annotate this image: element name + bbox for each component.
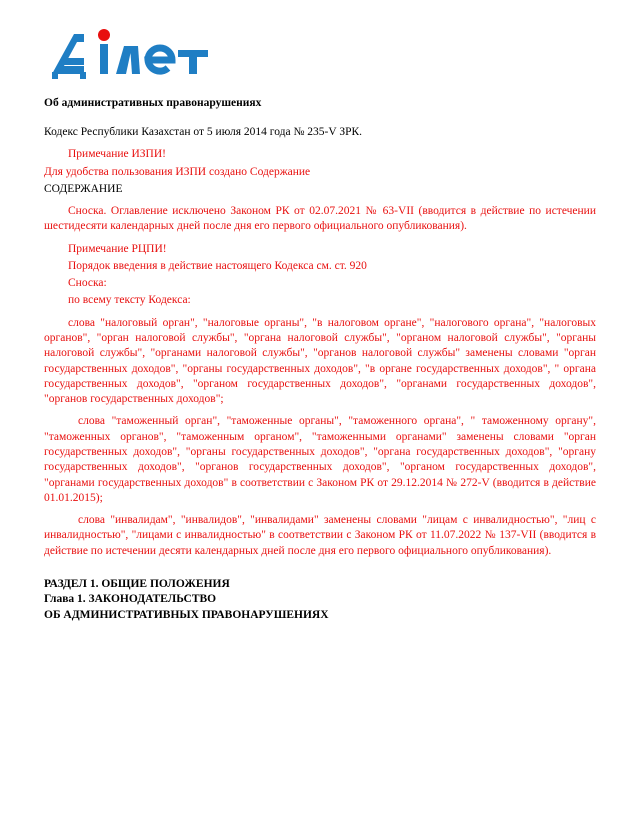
paragraph-footnote-contents-excluded: Сноска. Оглавление исключено Законом РК от 02.07.2021 № 63-VII (вводится в действие по истечении шестидесяти календарных дней после дня его первого официального опубликования). [44,205,596,233]
section-heading-glava-1: Глава 1. ЗАКОНОДАТЕЛЬСТВО [44,593,217,606]
adilet-logo[interactable] [44,28,596,82]
paragraph-note-rcpi: Примечание РЦПИ! [68,242,167,255]
paragraph-contents-heading: СОДЕРЖАНИЕ [44,182,123,195]
paragraph-enactment-order: Порядок введения в действие настоящего Кодекса см. ст. 920 [68,259,367,272]
paragraph-izpi-convenience: Для удобства пользования ИЗПИ создано Содержание [44,165,311,178]
section-heading-razdel-1: РАЗДЕЛ 1. ОБЩИЕ ПОЛОЖЕНИЯ [44,577,230,590]
paragraph-footnote-label: Сноска: [68,277,107,290]
adilet-logo-graphic [44,28,224,82]
paragraph-disability-terms-replacement: слова "инвалидам", "инвалидов", "инвалидами" заменены словами "лицам с инвалидностью", "лиц с инвалидностью", "лицами с инвалидностью" в соответствии с Законом РК от 11.07.2022 № 137-VII (вводится в действие по истечении десяти календарных дней после дня его первого официального опубликования). [44,514,596,557]
section-headings [44,577,596,624]
section-heading-administrative-offences: ОБ АДМИНИСТРАТИВНЫХ ПРАВОНАРУШЕНИЯХ [44,609,329,621]
paragraph-throughout-text: по всему тексту Кодекса: [68,294,191,307]
page-title: Об административных правонарушениях [44,97,262,109]
paragraph-note-izpi: Примечание ИЗПИ! [68,148,166,161]
paragraph-code-ref: Кодекс Республики Казахстан от 5 июля 2014 года № 235-V ЗРК. [44,125,363,138]
paragraph-tax-terms-replacement: слова "налоговый орган", "налоговые органы", "в налоговом органе", "налогового органа", "налоговых органов", "орган налоговой службы", "органа налоговой службы", "органом налоговой службы", "органы налоговой службы", "органами налоговой службы", "органов налоговой службы" заменены словами "орган государственных доходов", "органы государственных доходов", "в органе государственных доходов", " органа государственных доходов", "органом государственных доходов", "органами государственных доходов", "органов государственных доходов"; [44,316,596,406]
paragraph-customs-terms-replacement: слова "таможенный орган", "таможенные органы", "таможенного органа", " таможенному органу", "таможенных органов", "таможенным органом", "таможенными органами" заменены словами "орган государственных доходов", "органы государственных доходов", "органа государственных доходов", "органу государственных доходов", "органов государственных доходов", "органом государственных доходов", "органами государственных доходов" в соответствии с Законом РК от 29.12.2014 № 272-V (вводится в действие 01.01.2015); [44,415,596,504]
